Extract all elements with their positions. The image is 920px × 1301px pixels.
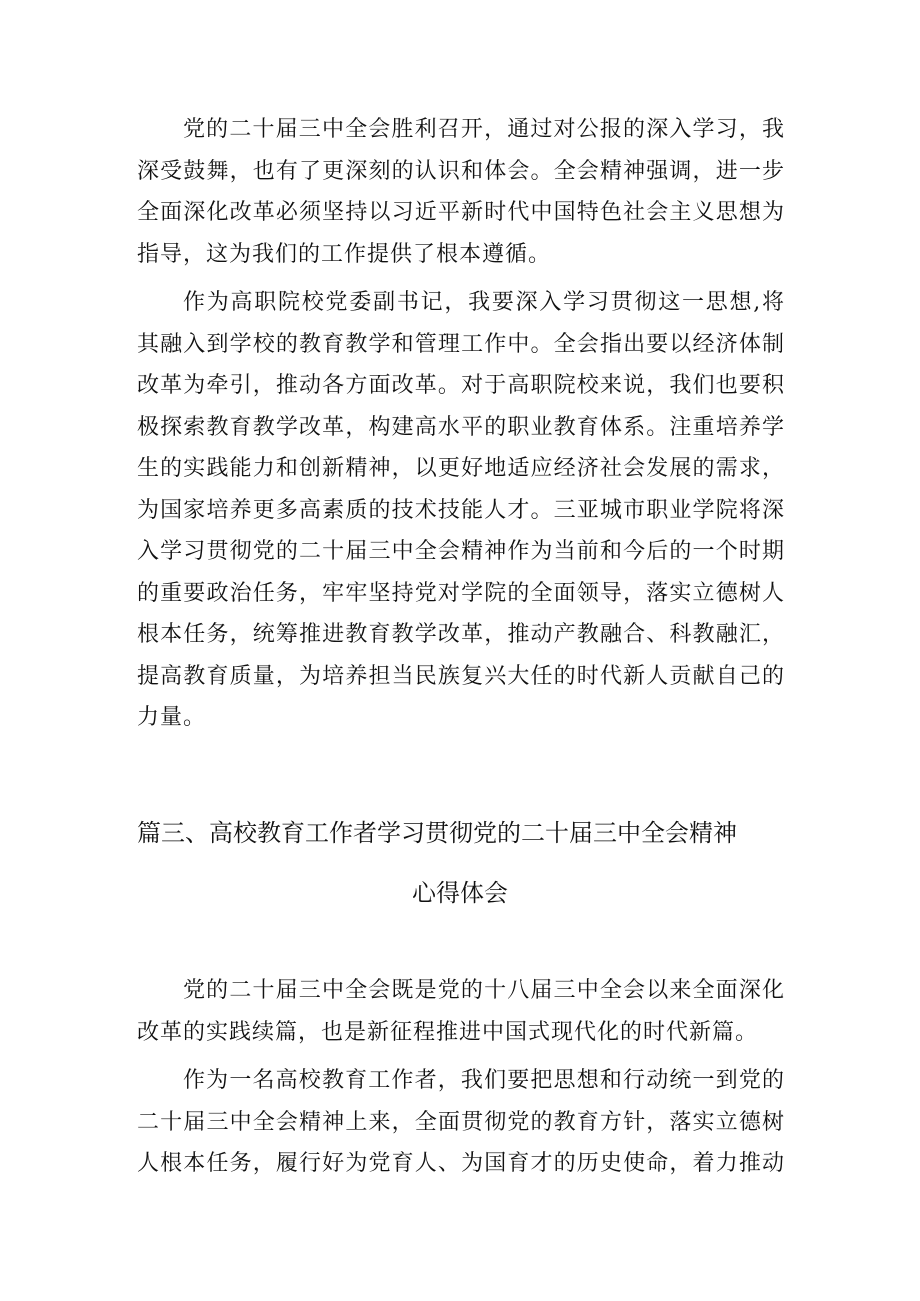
paragraph-line: 提高教育质量，为培养担当民族复兴大任的时代新人贡献自己的 [137,663,785,689]
paragraph-line: 生的实践能力和创新精神，以更好地适应经济社会发展的需求， [137,456,785,481]
paragraph-line: 党的二十届三中全会既是党的十八届三中全会以来全面深化 [183,978,785,1003]
paragraph-2 [137,282,785,739]
paragraph-line: 二十届三中全会精神上来，全面贯彻党的教育方针，落实立德树 [137,1109,785,1135]
paragraph-line: 极探索教育教学改革，构建高水平的职业教育体系。注重培养学 [137,414,785,440]
paragraph-line: 改革为牵引，推动各方面改革。对于高职院校来说，我们也要积 [137,373,785,398]
paragraph-line: 作为一名高校教育工作者，我们要把思想和行动统一到党的 [183,1068,785,1093]
paragraph-3 [137,970,785,1053]
paragraph-line: 其融入到学校的教育教学和管理工作中。全会指出要以经济体制 [137,331,785,357]
section-heading-line-1: 篇三、高校教育工作者学习贯彻党的二十届三中全会精神 [137,819,737,847]
paragraph-1 [137,109,785,275]
paragraph-line: 力量。 [137,705,207,730]
paragraph-line: 指导，这为我们的工作提供了根本遵循。 [137,241,552,267]
section-heading-line-2: 心得体会 [412,879,508,907]
paragraph-line: 作为高职院校党委副书记，我要深入学习贯彻这一思想,将 [183,290,785,315]
paragraph-line: 党的二十届三中全会胜利召开，通过对公报的深入学习，我 [183,117,785,142]
paragraph-line: 人根本任务，履行好为党育人、为国育才的历史使命，着力推动 [137,1151,785,1176]
paragraph-line: 入学习贯彻党的二十届三中全会精神作为当前和今后的一个时期 [137,539,785,564]
paragraph-line: 全面深化改革必须坚持以习近平新时代中国特色社会主义思想为 [137,200,785,225]
paragraph-line: 改革的实践续篇，也是新征程推进中国式现代化的时代新篇。 [137,1019,759,1045]
paragraph-line: 为国家培养更多高素质的技术技能人才。三亚城市职业学院将深 [137,497,785,523]
paragraph-line: 根本任务，统筹推进教育教学改革，推动产教融合、科教融汇， [137,622,785,647]
paragraph-line: 深受鼓舞，也有了更深刻的认识和体会。全会精神强调，进一步 [137,158,785,184]
paragraph-line: 的重要政治任务，牢牢坚持党对学院的全面领导，落实立德树人 [137,580,785,606]
paragraph-4 [137,1060,785,1185]
